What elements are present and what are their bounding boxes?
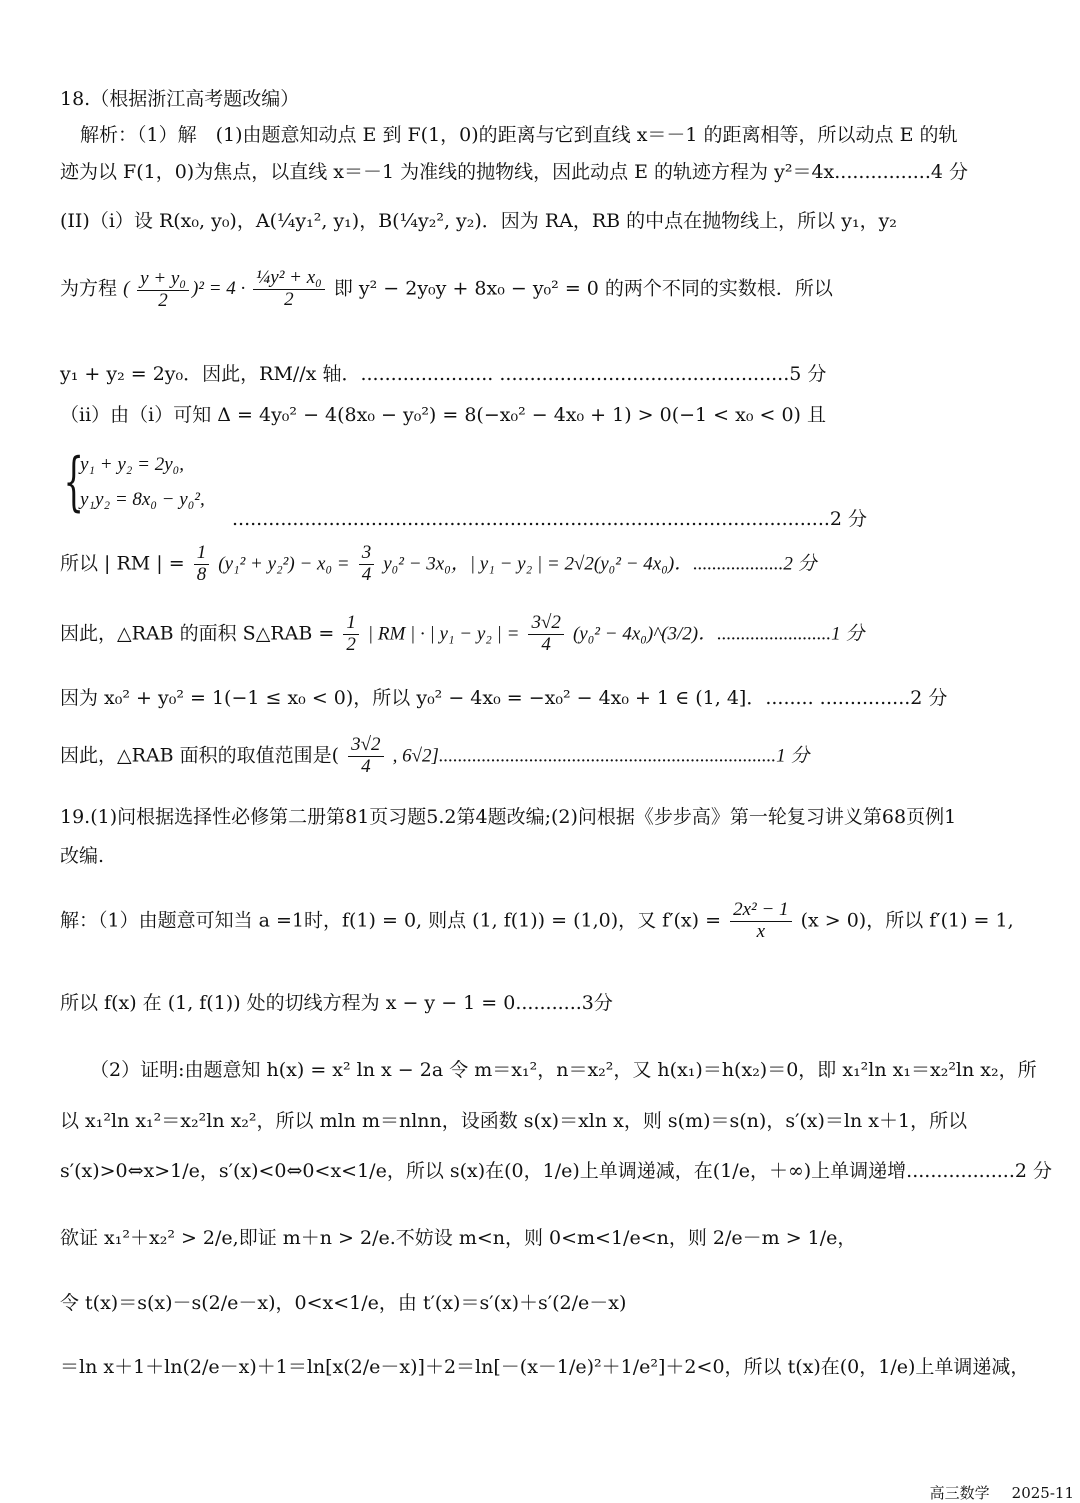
q18-paragraph-4: y₁ + y₂ = 2y₀．因此，RM//x 轴．...................... ................................................5 分 — [60, 363, 827, 385]
area-end: (y₀² − 4x₀)^(3/2)．........................1 分 — [572, 623, 865, 645]
rm-end: y₀² − 3x₀，| y₁ − y₂ | = 2√2(y₀² − 4x₀)．...................2 分 — [383, 553, 817, 575]
half-numerator: 1 — [343, 613, 359, 635]
rm-middle: (y₁² + y₂²) − x₀ = — [218, 553, 350, 575]
q19-paragraph-3: （2）证明:由题意知 h(x) = x² ln x − 2a 令 m＝x₁²，n＝x₂²，又 h(x₁)＝h(x₂)＝0，即 x₁²ln x₁＝x₂²ln x₂，所 — [90, 1059, 1037, 1081]
q18-paragraph-1b: 迹为以 F(1，0)为焦点，以直线 x＝－1 为准线的抛物线，因此动点 E 的轨迹方程为 y²＝4x................4 分 — [60, 161, 969, 183]
left-brace-icon: { — [63, 445, 84, 519]
system-line-1: y₁ + y₂ = 2y₀, — [80, 453, 185, 475]
lhs-numerator: y + y₀ — [137, 269, 189, 291]
footer-subject: 高三数学 — [929, 1484, 990, 1502]
range-numerator: 3√2 — [348, 735, 383, 757]
one-eighth-numerator: 1 — [194, 543, 210, 565]
page-footer — [930, 1482, 1074, 1503]
q18-paragraph-6 — [60, 543, 1040, 586]
one-eighth-denominator: 8 — [196, 563, 207, 585]
q19-paragraph-2: 所以 f(x) 在 (1, f(1)) 处的切线方程为 x − y − 1 = 0...........3分 — [60, 992, 613, 1014]
q19-title-b: 改编. — [60, 845, 105, 867]
rhs-fraction — [253, 268, 325, 311]
three-quarter-fraction — [359, 543, 375, 586]
area-intro: 因此，△RAB 的面积 S△RAB = — [60, 622, 335, 645]
q19-title-a: 19.(1)问根据选择性必修第二册第81页习题5.2第4题改编;(2)问根据《步步高》第一轮复习讲义第68页例1 — [60, 806, 957, 828]
q19-p1-end: (x > 0)，所以 f′(1) = 1, — [800, 909, 1014, 932]
half-fraction — [343, 613, 359, 656]
equation-intro: 为方程 — [60, 277, 118, 300]
q18-paragraph-5: （ii）由（i）可知 Δ = 4y₀² − 4(8x₀ − y₀²) = 8(−x₀² − 4x₀ + 1) > 0(−1 < x₀ < 0) 且 — [60, 404, 827, 426]
lhs-fraction — [137, 269, 189, 312]
rhs-numerator: ¼y² + x₀ — [253, 268, 325, 290]
area-denominator: 4 — [541, 633, 551, 655]
system-score: ...................................................................................................2 分 — [232, 508, 868, 530]
derivative-denominator: x — [756, 920, 766, 942]
q19-paragraph-8: ＝ln x＋1＋ln(2/e－x)＋1＝ln[x(2/e－x)]＋2＝ln[－(x－1/e)²＋1/e²]＋2<0，所以 t(x)在(0，1/e)上单调递减， — [60, 1356, 1030, 1378]
q19-paragraph-4: 以 x₁²ln x₁²＝x₂²ln x₂²，所以 mln m＝nlnn，设函数 s(x)＝xln x，则 s(m)＝s(n)，s′(x)＝ln x＋1，所以 — [60, 1110, 968, 1132]
lhs-tail: )² = 4 · — [191, 278, 246, 300]
q18-paragraph-2: (II)（i）设 R(x₀, y₀)，A(¼y₁², y₁)，B(¼y₂², y₂)．因为 RA，RB 的中点在抛物线上，所以 y₁，y₂ — [60, 210, 897, 232]
one-eighth-fraction — [194, 543, 210, 586]
area-fraction — [528, 613, 563, 656]
q19-paragraph-6: 欲证 x₁²＋x₂² > 2/e,即证 m＋n > 2/e.不妨设 m<n，则 0<m<1/e<n，则 2/e－m > 1/e， — [60, 1227, 857, 1249]
three-quarter-numerator: 3 — [359, 543, 375, 565]
equation-explanation: 即 y² − 2y₀y + 8x₀ − y₀² = 0 的两个不同的实数根．所以 — [333, 277, 833, 300]
range-fraction — [348, 735, 383, 778]
three-quarter-denominator: 4 — [361, 563, 372, 585]
area-middle: | RM | · | y₁ − y₂ | = — [367, 623, 520, 645]
q19-paragraph-5: s′(x)>0⇔x>1/e，s′(x)<0⇔0<x<1/e，所以 s(x)在(0，1/e)上单调递减，在(1/e，＋∞)上单调递增..................2 分 — [60, 1160, 1053, 1182]
range-denominator: 4 — [361, 755, 371, 777]
q18-title: 18.（根据浙江高考题改编） — [60, 88, 300, 110]
derivative-fraction — [730, 900, 791, 943]
q18-paragraph-7 — [60, 613, 1040, 656]
range-end: , 6√2].......................................................................1 分 — [392, 745, 810, 767]
equation-system — [60, 447, 205, 517]
system-lines — [80, 447, 205, 517]
q19-paragraph-1 — [60, 900, 1040, 943]
rhs-denominator: 2 — [284, 288, 294, 310]
half-denominator: 2 — [346, 633, 356, 655]
q18-paragraph-1a: 解析：（1）解 (1)由题意知动点 E 到 F(1，0)的距离与它到直线 x＝－1 的距离相等，所以动点 E 的轨 — [80, 124, 958, 146]
q18-paragraph-9 — [60, 735, 1040, 778]
q18-paragraph-8: 因为 x₀² + y₀² = 1(−1 ≤ x₀ < 0)，所以 y₀² − 4x₀ = −x₀² − 4x₀ + 1 ∈ (1, 4]．........ ...............2 分 — [60, 687, 948, 709]
footer-date: 2025-11 — [1011, 1484, 1074, 1502]
range-intro: 因此，△RAB 面积的取值范围是( — [60, 744, 340, 767]
area-numerator: 3√2 — [528, 613, 563, 635]
q19-paragraph-7: 令 t(x)＝s(x)－s(2/e－x)，0<x<1/e，由 t′(x)＝s′(x)＋s′(2/e－x) — [60, 1292, 627, 1314]
lhs-denominator: 2 — [158, 289, 168, 311]
derivative-numerator: 2x² − 1 — [730, 900, 791, 922]
q18-equation-line — [60, 268, 1040, 311]
equation-lhs: ( $\frac{\text{y + y₀}}{2}$ )² = 4 · — [123, 267, 246, 311]
system-line-2: y₁y₂ = 8x₀ − y₀², — [80, 488, 205, 510]
q19-p1-intro: 解：（1）由题意可知当 a =1时，f(1) = 0, 则点 (1, f(1)) = (1,0)，又 f′(x) = — [60, 909, 722, 932]
rm-intro: 所以 | RM | = — [60, 552, 185, 575]
